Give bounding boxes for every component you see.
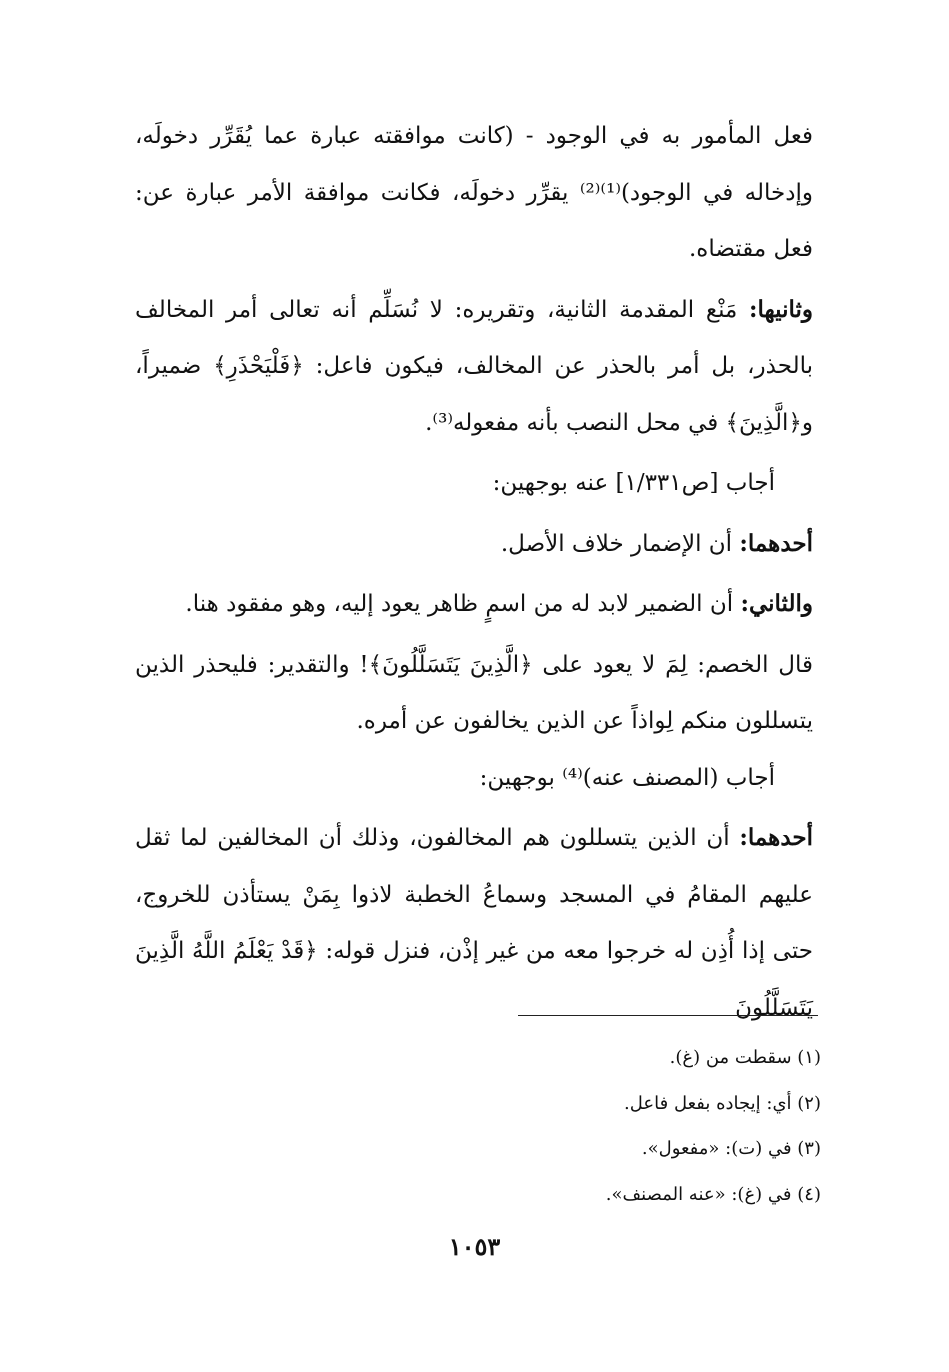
paragraph-4-label: أحدهما: <box>739 529 813 557</box>
footnote-4: (٤) في (غ): «عنه المصنف». <box>605 1183 821 1205</box>
paragraph-8-label: أحدهما: <box>739 824 813 851</box>
paragraph-5-label: والثاني: <box>740 590 813 617</box>
paragraph-1: فعل المأمور به في الوجود - (كانت موافقته عبارة عما يُقَرِّر دخولَه، وإدخاله في الوجود)⁽¹⁾⁽²⁾ يقرِّر دخولَه، فكانت موافقة الأمر عبارة عن: فعل مقتضاه. <box>135 123 813 262</box>
paragraph-5 <box>135 576 813 633</box>
paragraph-6: قال الخصم: لِمَ لا يعود على ﴿الَّذِينَ يَتَسَلَّلُونَ﴾! والتقدير: فليحذر الذين يتسللون منكم لِواذاً عن الذين يخالفون عن أمره. <box>135 651 813 734</box>
paragraph-7: أجاب (المصنف عنه)⁽⁴⁾ بوجهين: <box>479 764 775 791</box>
main-text <box>135 108 813 1036</box>
paragraph-4-text: أن الإضمار خلاف الأصل. <box>500 530 733 557</box>
paragraph-2-label: وثانيها: <box>749 295 813 323</box>
footnote-divider <box>518 1015 818 1016</box>
footnote-3: (٣) في (ت): «مفعول». <box>641 1138 821 1159</box>
footnote-1: (١) سقطت من (غ). <box>669 1047 821 1068</box>
page-number: ١٠٥٣ <box>448 1232 501 1261</box>
paragraph-3: أجاب [ص١/٣٣١] عنه بوجهين: <box>492 470 775 496</box>
paragraph-8 <box>135 810 813 1036</box>
footnotes <box>221 1035 821 1217</box>
paragraph-5-text: أن الضمير لابد له من اسمٍ ظاهر يعود إليه، وهو مفقود هنا. <box>185 591 734 617</box>
paragraph-8-text: أن الذين يتسللون هم المخالفون، وذلك أن المخالفين لما ثقل عليهم المقامُ في المسجد وسماعُ الخطبة لاذوا بِمَنْ يستأذن للخروج، حتى إذا أُذِن له خرجوا معه من غير إذْن، فنزل قوله: ﴿قَدْ يَعْلَمُ اللَّهُ الَّذِينَ يَتَسَلَّلُونَ <box>135 825 813 1021</box>
paragraph-4 <box>135 516 813 573</box>
paragraph-2-text: مَنْع المقدمة الثانية، وتقريره: لا نُسَلِّم أنه تعالى أمر المخالف بالحذر، بل أمر بالحذر عن المخالف، فيكون فاعل: ﴿فَلْيَحْذَرِ﴾ ضميراً، و﴿الَّذِينَ﴾ في محل النصب بأنه مفعوله⁽³⁾. <box>135 296 814 436</box>
footnote-2: (٢) أي: إيجاده بفعل فاعل. <box>624 1092 821 1114</box>
paragraph-2 <box>135 282 813 452</box>
